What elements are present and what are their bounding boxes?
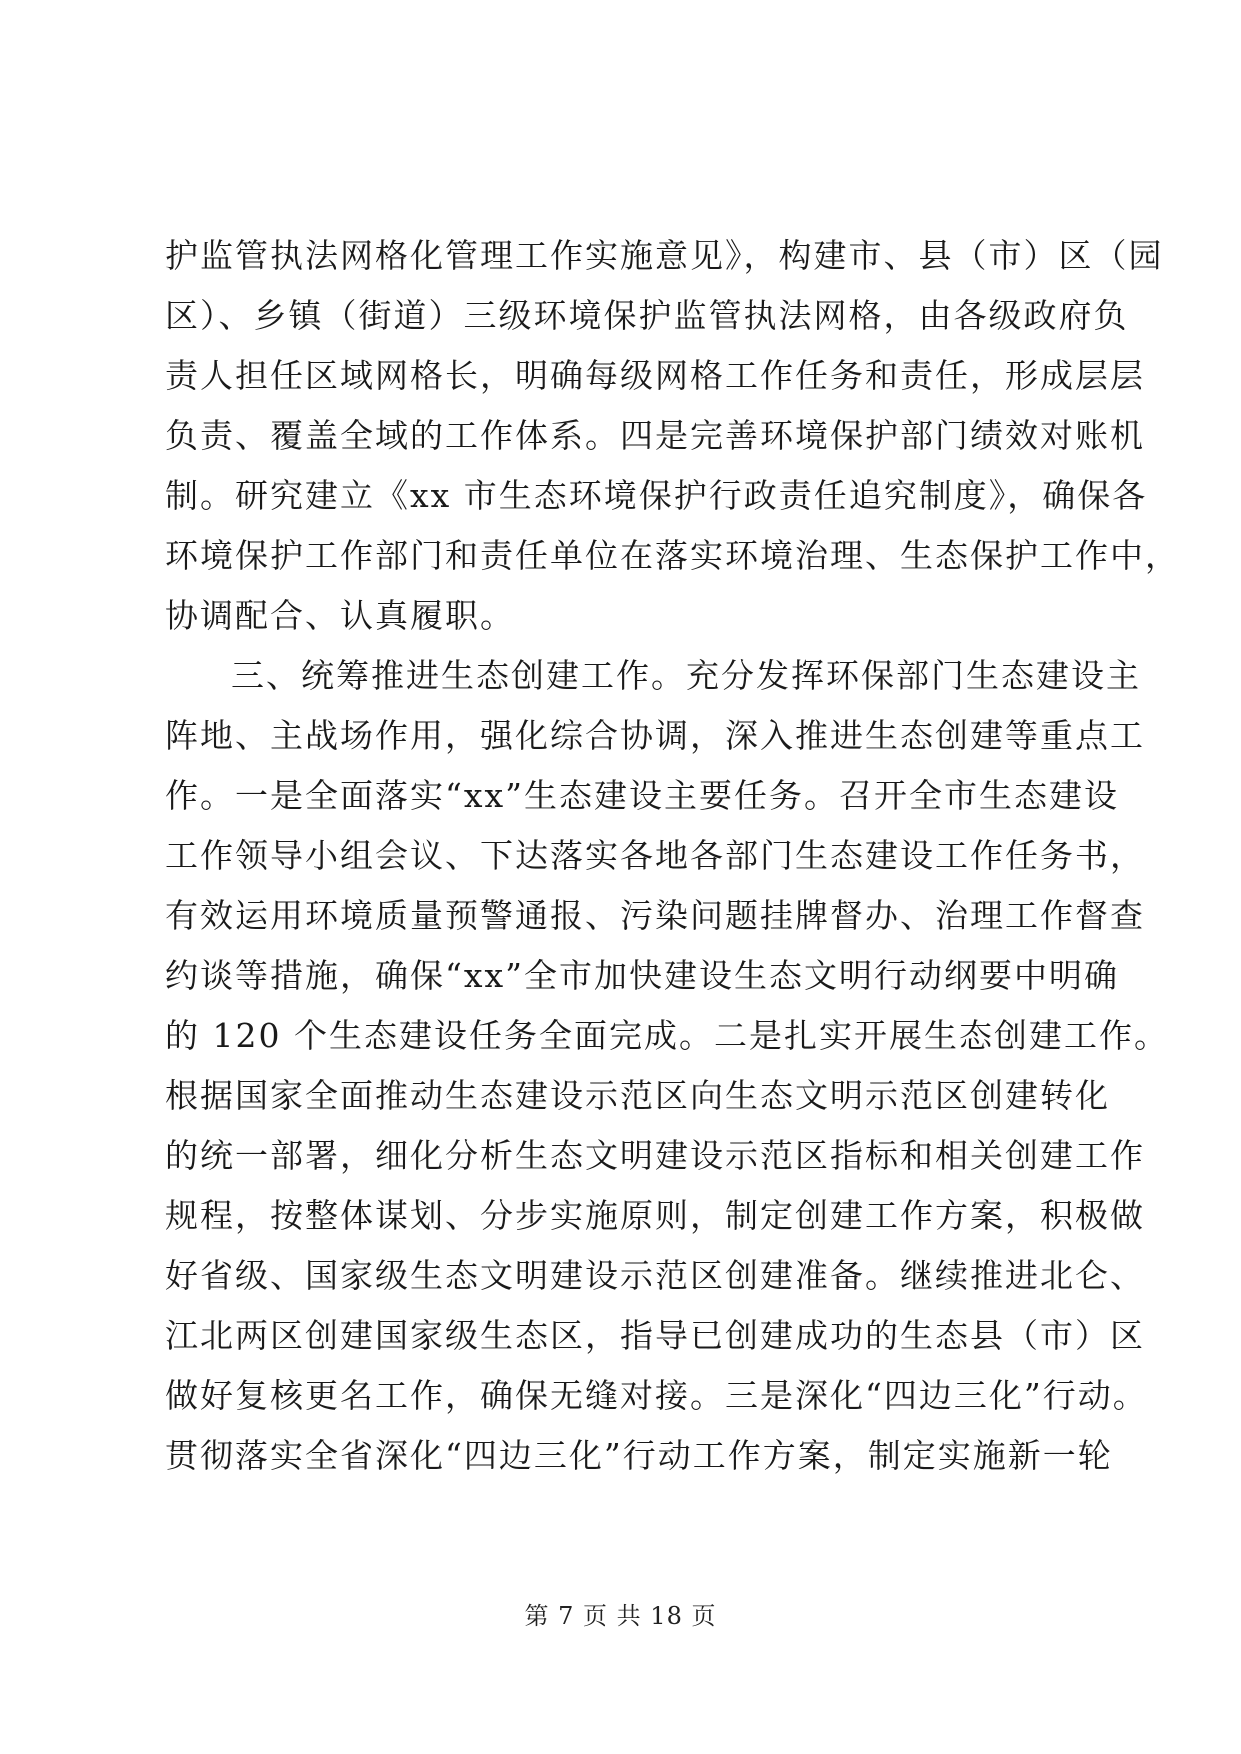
body-text [165,226,1180,1486]
paragraph-line: 贯彻落实全省深化“四边三化”行动工作方案，制定实施新一轮 [165,1436,1113,1475]
paragraph-line: 三、统筹推进生态创建工作。充分发挥环保部门生态建设主 [231,656,1141,695]
paragraph-line: 负责、覆盖全域的工作体系。四是完善环境保护部门绩效对账机 [165,416,1145,455]
paragraph-line: 做好复核更名工作，确保无缝对接。三是深化“四边三化”行动。 [165,1376,1148,1415]
paragraph-line: 的 120 个生态建设任务全面完成。二是扎实开展生态创建工作。 [165,1016,1169,1055]
paragraph-line: 规程，按整体谋划、分步实施原则，制定创建工作方案，积极做 [165,1196,1145,1235]
paragraph-line: 有效运用环境质量预警通报、污染问题挂牌督办、治理工作督查 [165,896,1145,935]
paragraph-line: 根据国家全面推动生态建设示范区向生态文明示范区创建转化 [165,1076,1110,1115]
paragraph-line: 环境保护工作部门和责任单位在落实环境治理、生态保护工作中， [165,536,1180,575]
paragraph-line: 的统一部署，细化分析生态文明建设示范区指标和相关创建工作 [165,1136,1145,1175]
paragraph-line: 工作领导小组会议、下达落实各地各部门生态建设工作任务书， [165,836,1145,875]
paragraph-line: 江北两区创建国家级生态区，指导已创建成功的生态县（市）区 [165,1316,1145,1355]
paragraph-line: 区）、乡镇（街道）三级环境保护监管执法网格，由各级政府负 [165,296,1129,335]
paragraph-line: 护监管执法网格化管理工作实施意见》，构建市、县（市）区（园 [165,236,1164,275]
paragraph-line: 约谈等措施，确保“xx”全市加快建设生态文明行动纲要中明确 [165,956,1119,995]
paragraph-line: 阵地、主战场作用，强化综合协调，深入推进生态创建等重点工 [165,716,1145,755]
paragraph-line: 责人担任区域网格长，明确每级网格工作任务和责任，形成层层 [165,356,1145,395]
paragraph-line: 作。一是全面落实“xx”生态建设主要任务。召开全市生态建设 [165,776,1119,815]
page-number-footer: 第 7 页 共 18 页 [524,1602,717,1630]
paragraph-line: 协调配合、认真履职。 [165,596,515,635]
paragraph-line: 好省级、国家级生态文明建设示范区创建准备。继续推进北仑、 [165,1256,1145,1295]
paragraph-line: 制。研究建立《xx 市生态环境保护行政责任追究制度》，确保各 [165,476,1148,515]
